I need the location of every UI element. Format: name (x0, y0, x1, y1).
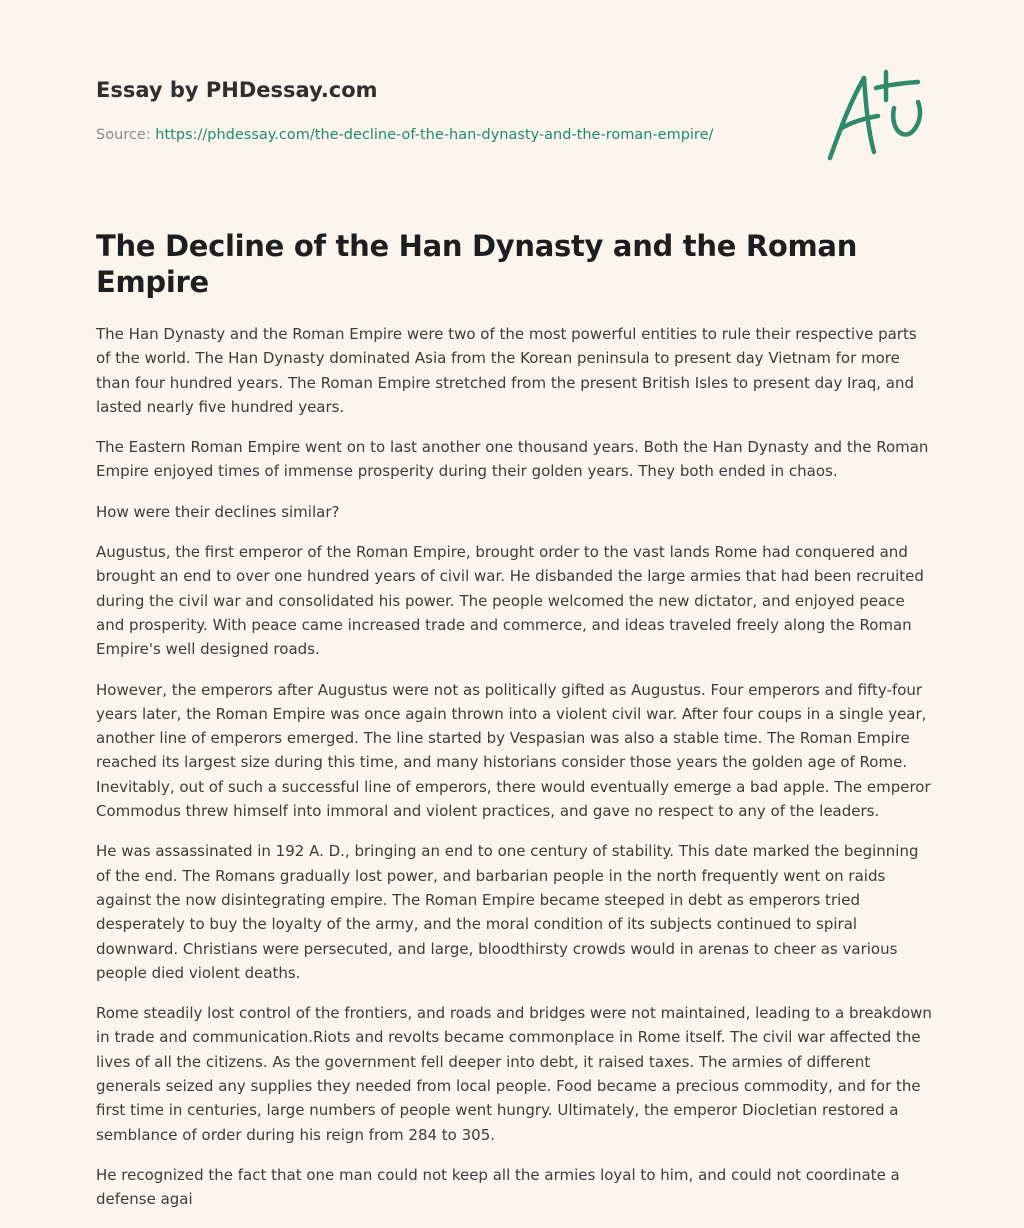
a-plus-logo-icon (818, 66, 930, 166)
essay-paragraph: The Eastern Roman Empire went on to last another one thousand years. Both the Han Dynasty and the Roman Empire enjoyed times of immense prosperity during their golden years. They both ended in chaos. (96, 438, 929, 481)
essay-paragraph: The Han Dynasty and the Roman Empire were two of the most powerful entities to rule their respective parts of the world. The Han Dynasty dominated Asia from the Korean peninsula to present day Vietnam for more than four hundred years. The Roman Empire stretched from the present British Isles to present day Iraq, and lasted nearly five hundred years. (96, 325, 917, 416)
essay-paragraph: He recognized the fact that one man could not keep all the armies loyal to him, and could not coordinate a defense agai (96, 1165, 900, 1209)
essay-paragraph: How were their declines similar? (96, 502, 340, 521)
essay-paragraph: Rome steadily lost control of the frontiers, and roads and bridges were not maintained, leading to a breakdown in trade and communication.Riots and revolts became commonplace in Rome itself. The civil war affected the lives of all the citizens. As the government fell deeper into debt, it raised taxes. The armies of different generals seized any supplies they needed from local people. Food became a precious commodity, and for the first time in centuries, large numbers of people went hungry. Ultimately, the emperor Diocletian restored a semblance of order during his reign from 284 to 305. (96, 1004, 932, 1144)
essay-paragraph: He was assassinated in 192 A. D., bringing an end to one century of stability. This date marked the beginning of the end. The Romans gradually lost power, and barbarian people in the north frequently went on raids against the now disintegrating empire. The Roman Empire became steeped in debt as emperors tried desperately to buy the loyalty of the army, and the moral condition of its subjects continued to spiral downward. Christians were persecuted, and large, bloodthirsty crowds would in arenas to cheer as various people died violent deaths. (96, 842, 919, 982)
source-line (96, 124, 796, 146)
page-header (96, 74, 796, 146)
source-link[interactable]: https://phdessay.com/the-decline-of-the-han-dynasty-and-the-roman-empire/ (155, 127, 714, 143)
site-title: Essay by PHDessay.com (96, 78, 378, 102)
essay-title: The Decline of the Han Dynasty and the Roman Empire (96, 229, 858, 299)
source-label: Source: (96, 127, 151, 143)
essay-paragraph: However, the emperors after Augustus were not as politically gifted as Augustus. Four emperors and fifty-four years later, the Roman Empire was once again thrown into a violent civil war. After four coups in a single year, another line of emperors emerged. The line started by Vespasian was also a stable time. The Roman Empire reached its largest size during this time, and many historians consider those years the golden age of Rome. Inevitably, out of such a successful line of emperors, there would eventually emerge a bad apple. The emperor Commodus threw himself into immoral and violent practices, and gave no respect to any of the leaders. (96, 680, 931, 821)
essay-article (96, 228, 932, 1228)
essay-paragraph: Augustus, the first emperor of the Roman Empire, brought order to the vast lands Rome had conquered and brought an end to over one hundred years of civil war. He disbanded the large armies that had been recruited during the civil war and consolidated his power. The people welcomed the new dictator, and enjoyed peace and prosperity. With peace came increased trade and commerce, and ideas traveled freely along the Roman Empire's well designed roads. (96, 543, 924, 659)
